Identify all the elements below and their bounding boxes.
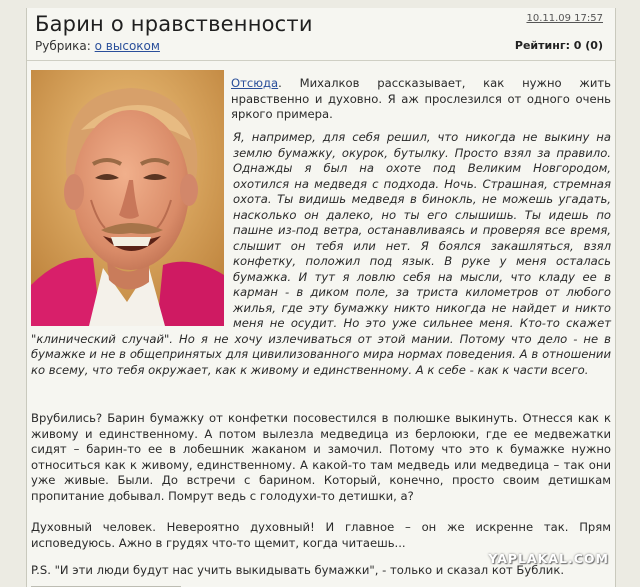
rubric-link[interactable]: о высоком <box>94 39 160 53</box>
commentary-paragraph: Врубились? Барин бумажку от конфетки посовестился в полюшке выкинуть. Отнесся как к живому и единственному. А потом вылезла медведица из берлоюки, где ее медвежатки сидят – барин-то ее в лобешник жаканом и замочил. Потому что это к бумажке нужно относиться как к живому, единственному. А какой-то там медведь или медведица – так они уже живые. Были. До встречи с барином. Который, конечно, просто своим детишкам пропитание добывал. Помрут ведь с голодухи-то детишки, а? <box>31 411 611 503</box>
conclusion-paragraph: Духовный человек. Невероятно духовный! И главное – он же искренне так. Прям исповедуюсь. Ажно в грудях что-то щемит, когда читаешь... <box>31 520 611 550</box>
rubric-line <box>35 39 160 53</box>
rubric-label: Рубрика: <box>35 39 91 53</box>
intro-paragraph <box>231 76 611 123</box>
quote-paragraph <box>31 130 611 378</box>
post-rating: Рейтинг: 0 (0) <box>514 39 603 52</box>
quote-text: Я, например, для себя решил, что никогда не выкину на землю бумажку, окурок, бутылку. Просто взял за правило. Однажды я был на охоте под Великим Новгородом, охотился на медведя с подхода. Ночь. Страшная, стремная охота. Ты видишь медведя в бинокль, не можешь угадать, насколько он далеко, но ты его слышишь. Ты идешь по пашне из-под ветра, останавливаясь и проверяя все время, слышит он тебя или нет. Я боялся закашляться, взял конфетку, положил под язык. В руке у меня осталась бумажка. И тут я ловлю себя на мысли, что кладу ее в карман - в диком поле, за триста километров от любого жилья, где эту бумажку никто никогда не найдет и никто меня не осудит. Но это уже сильнее меня. Кто-то скажет "клинический случай". Но я не хочу излечиваться от этой мании. Потому что дело - не в бумажке и не в общепринятых для цивилизованного мира нормах поведения. А в отношении ко всему, что тебя окружает, как к живому и единственному. А к себе - как к части всего. <box>31 130 611 377</box>
site-watermark: YAPLAKAL.COM <box>488 551 609 566</box>
postscript-paragraph: P.S. "И эти люди будут нас учить выкидывать бумажки", - только и сказал кот Бублик. <box>31 563 565 577</box>
blog-post <box>26 8 616 587</box>
post-date[interactable]: 10.11.09 17:57 <box>526 13 603 24</box>
intro-text: . Михалков рассказывает, как нужно жить нравственно и духовно. Я аж прослезился от одного очень яркого примера. <box>231 76 611 121</box>
source-link[interactable]: Отсюда <box>231 76 279 90</box>
post-header <box>27 8 615 61</box>
post-title: Барин о нравственности <box>35 12 313 36</box>
